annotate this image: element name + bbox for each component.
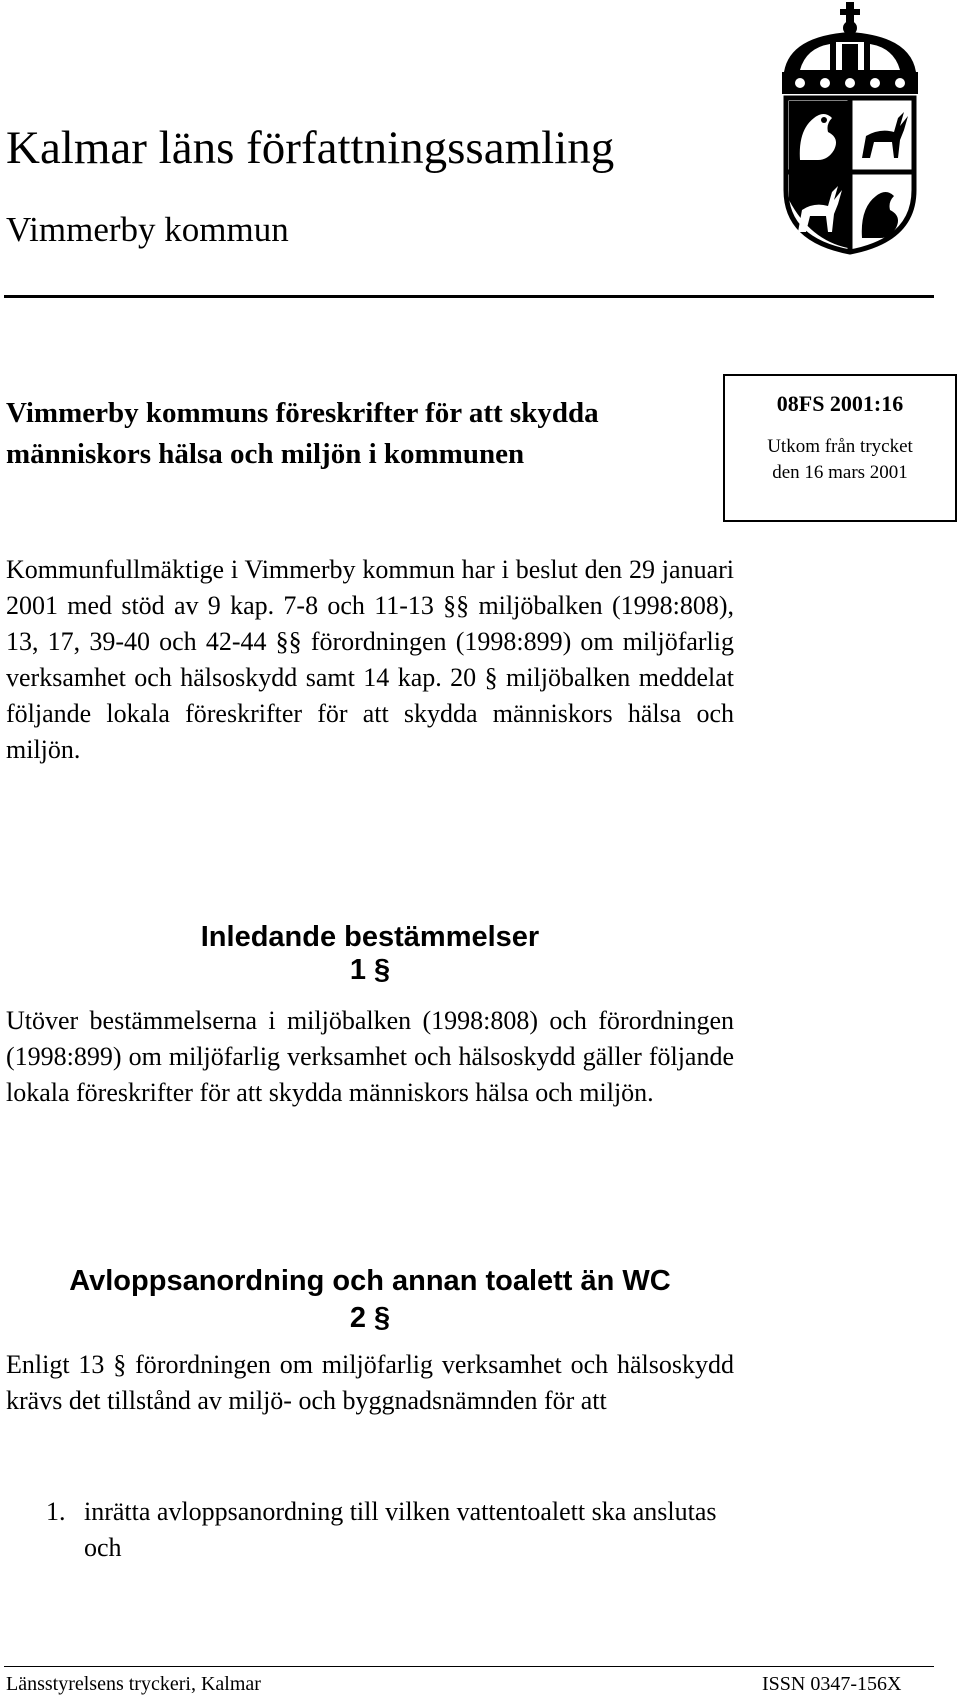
document-title: Vimmerby kommuns föreskrifter för att skydda människors hälsa och miljön i kommunen <box>6 397 599 470</box>
paragraph-number-2: 2 § <box>349 1302 391 1334</box>
list-item: inrätta avloppsanordning till vilken vattentoalett ska anslutas och <box>84 1497 717 1562</box>
publication-date <box>725 434 955 486</box>
footer-issn: ISSN 0347-156X <box>762 1673 902 1695</box>
municipality-name: Vimmerby kommun <box>6 210 289 249</box>
footer-divider <box>4 1666 934 1667</box>
coat-of-arms-icon <box>770 0 930 255</box>
section-1-text: Utöver bestämmelserna i miljöbalken (1998:808) och förordningen (1998:899) om miljöfarlig verksamhet och hälsoskydd gäller följande lokala föreskrifter för att skydda människors hälsa och miljön. <box>6 1006 734 1107</box>
published-line-2: den 16 mars 2001 <box>772 462 908 483</box>
publication-title: Kalmar läns författningssamling <box>6 122 615 174</box>
intro-paragraph: Kommunfullmäktige i Vimmerby kommun har i beslut den 29 januari 2001 med stöd av 9 kap. 7-8 och 11-13 §§ miljöbalken (1998:808), 13, 17, 39-40 och 42-44 §§ förordningen (1998:899) om miljöfarlig verksamhet och hälsoskydd samt 14 kap. 20 § miljöbalken meddelat följande lokala föreskrifter för att skydda människors hälsa och miljön. <box>6 555 734 764</box>
header-divider <box>4 295 934 298</box>
section-2-text: Enligt 13 § förordningen om miljöfarlig verksamhet och hälsoskydd krävs det tillstånd av miljö- och byggnadsnämnden för att <box>6 1350 734 1415</box>
section-heading-sewage: Avloppsanordning och annan toalett än WC <box>69 1265 671 1297</box>
footer-printer: Länsstyrelsens tryckeri, Kalmar <box>6 1673 261 1695</box>
list-item-number: 1. <box>46 1497 66 1526</box>
document-number: 08FS 2001:16 <box>776 391 904 416</box>
section-heading-introductory: Inledande bestämmelser <box>200 921 540 953</box>
document-number-box <box>723 374 957 522</box>
published-line-1: Utkom från trycket <box>767 436 913 457</box>
paragraph-number-1: 1 § <box>349 954 391 986</box>
